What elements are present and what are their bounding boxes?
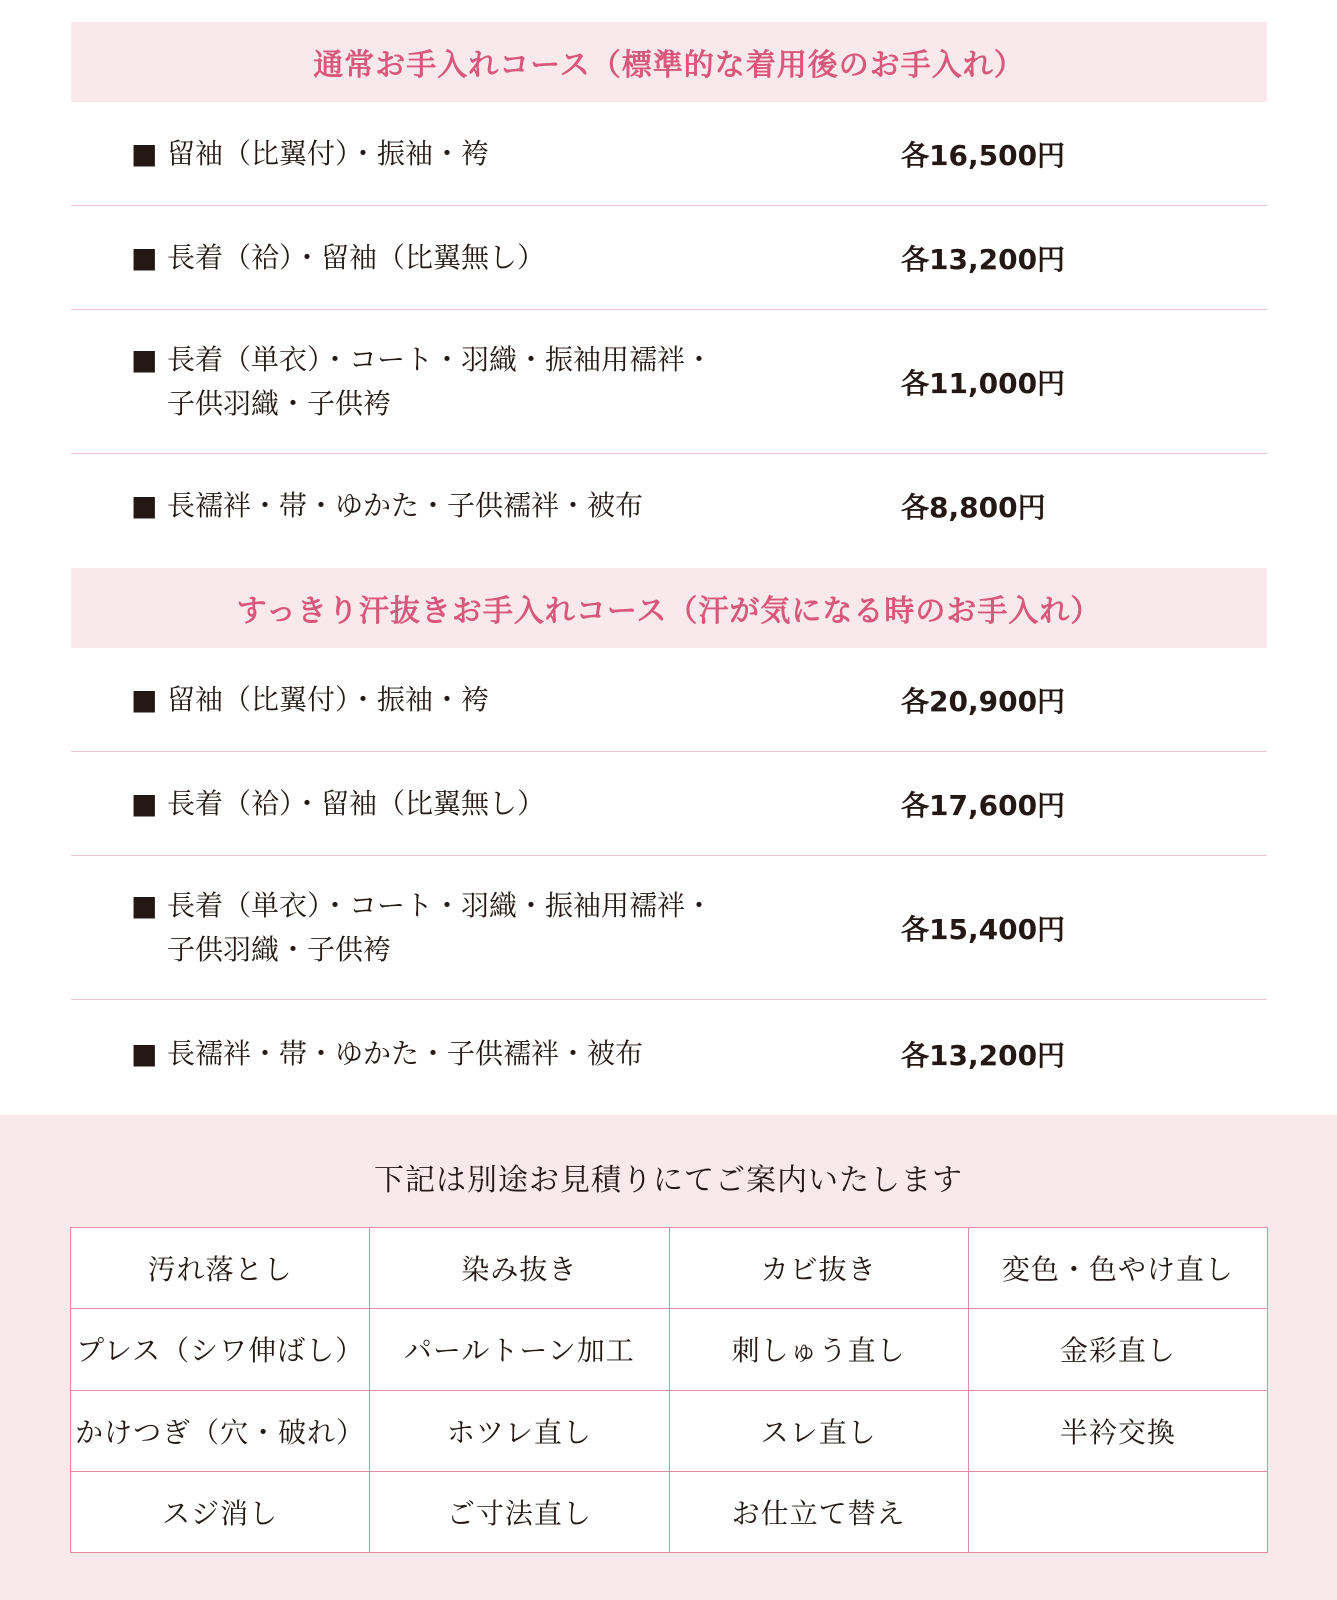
bullet-icon: ■ bbox=[131, 786, 158, 820]
price-row bbox=[71, 206, 1267, 310]
course-standard-price-list bbox=[71, 102, 1267, 558]
service-cell: 半衿交換 bbox=[968, 1390, 1267, 1471]
item-price: 各15,400円 bbox=[901, 912, 1066, 946]
price-row bbox=[71, 102, 1267, 206]
table-row bbox=[71, 1309, 1268, 1390]
bullet-icon: ■ bbox=[131, 888, 158, 922]
item-price: 各16,500円 bbox=[901, 138, 1066, 172]
service-cell: ご寸法直し bbox=[370, 1471, 669, 1552]
course-standard bbox=[71, 22, 1267, 558]
item-price: 各17,600円 bbox=[901, 788, 1066, 822]
table-row bbox=[71, 1390, 1268, 1471]
bullet-icon: ■ bbox=[131, 240, 158, 274]
service-cell: スジ消し bbox=[71, 1471, 370, 1552]
service-cell: 汚れ落とし bbox=[71, 1228, 370, 1309]
item-label: 長着（単衣）・コート・羽織・振袖用襦袢・ 子供羽織・子供袴 bbox=[167, 342, 714, 420]
service-cell: ホツレ直し bbox=[370, 1390, 669, 1471]
price-row bbox=[71, 648, 1267, 752]
bullet-icon: ■ bbox=[131, 682, 158, 716]
bullet-icon: ■ bbox=[131, 136, 158, 170]
item-label: 長襦袢・帯・ゆかた・子供襦袢・被布 bbox=[167, 489, 644, 522]
service-cell-empty bbox=[968, 1471, 1267, 1552]
service-cell: パールトーン加工 bbox=[370, 1309, 669, 1390]
price-row bbox=[71, 1000, 1267, 1108]
table-row bbox=[71, 1228, 1268, 1309]
service-cell: スレ直し bbox=[669, 1390, 968, 1471]
course-sweat-removal-price-list bbox=[71, 648, 1267, 1108]
price-row bbox=[71, 454, 1267, 558]
item-label: 長着（袷）・留袖（比翼無し） bbox=[167, 240, 546, 274]
course-sweat-removal-title: すっきり汗抜きお手入れコース（汗が気になる時のお手入れ） bbox=[71, 568, 1267, 648]
item-price: 各13,200円 bbox=[901, 242, 1066, 276]
service-cell: 変色・色やけ直し bbox=[968, 1228, 1267, 1309]
table-row bbox=[71, 1471, 1268, 1552]
item-label: 長着（袷）・留袖（比翼無し） bbox=[167, 786, 546, 820]
bullet-icon: ■ bbox=[131, 1037, 158, 1070]
item-label: 留袖（比翼付）・振袖・袴 bbox=[167, 682, 490, 716]
price-row bbox=[71, 856, 1267, 1000]
estimate-section bbox=[0, 1115, 1337, 1600]
item-label: 留袖（比翼付）・振袖・袴 bbox=[167, 136, 490, 170]
estimate-title: 下記は別途お見積りにてご案内いたします bbox=[374, 1163, 963, 1198]
item-price: 各11,000円 bbox=[901, 366, 1066, 400]
course-sweat-removal bbox=[71, 568, 1267, 1108]
service-cell: カビ抜き bbox=[669, 1228, 968, 1309]
service-cell: 刺しゅう直し bbox=[669, 1309, 968, 1390]
item-label: 長襦袢・帯・ゆかた・子供襦袢・被布 bbox=[167, 1037, 644, 1070]
item-price: 各8,800円 bbox=[901, 491, 1046, 524]
service-cell: プレス（シワ伸ばし） bbox=[71, 1309, 370, 1390]
service-cell: かけつぎ（穴・破れ） bbox=[71, 1390, 370, 1471]
service-cell: 金彩直し bbox=[968, 1309, 1267, 1390]
estimate-services-table bbox=[70, 1227, 1268, 1553]
bullet-icon: ■ bbox=[131, 489, 158, 522]
item-price: 各20,900円 bbox=[901, 684, 1066, 718]
service-cell: 染み抜き bbox=[370, 1228, 669, 1309]
bullet-icon: ■ bbox=[131, 342, 158, 376]
item-price: 各13,200円 bbox=[901, 1039, 1066, 1072]
price-row bbox=[71, 310, 1267, 454]
service-cell: お仕立て替え bbox=[669, 1471, 968, 1552]
price-row bbox=[71, 752, 1267, 856]
item-label: 長着（単衣）・コート・羽織・振袖用襦袢・ 子供羽織・子供袴 bbox=[167, 888, 714, 966]
course-standard-title: 通常お手入れコース（標準的な着用後のお手入れ） bbox=[71, 22, 1267, 102]
